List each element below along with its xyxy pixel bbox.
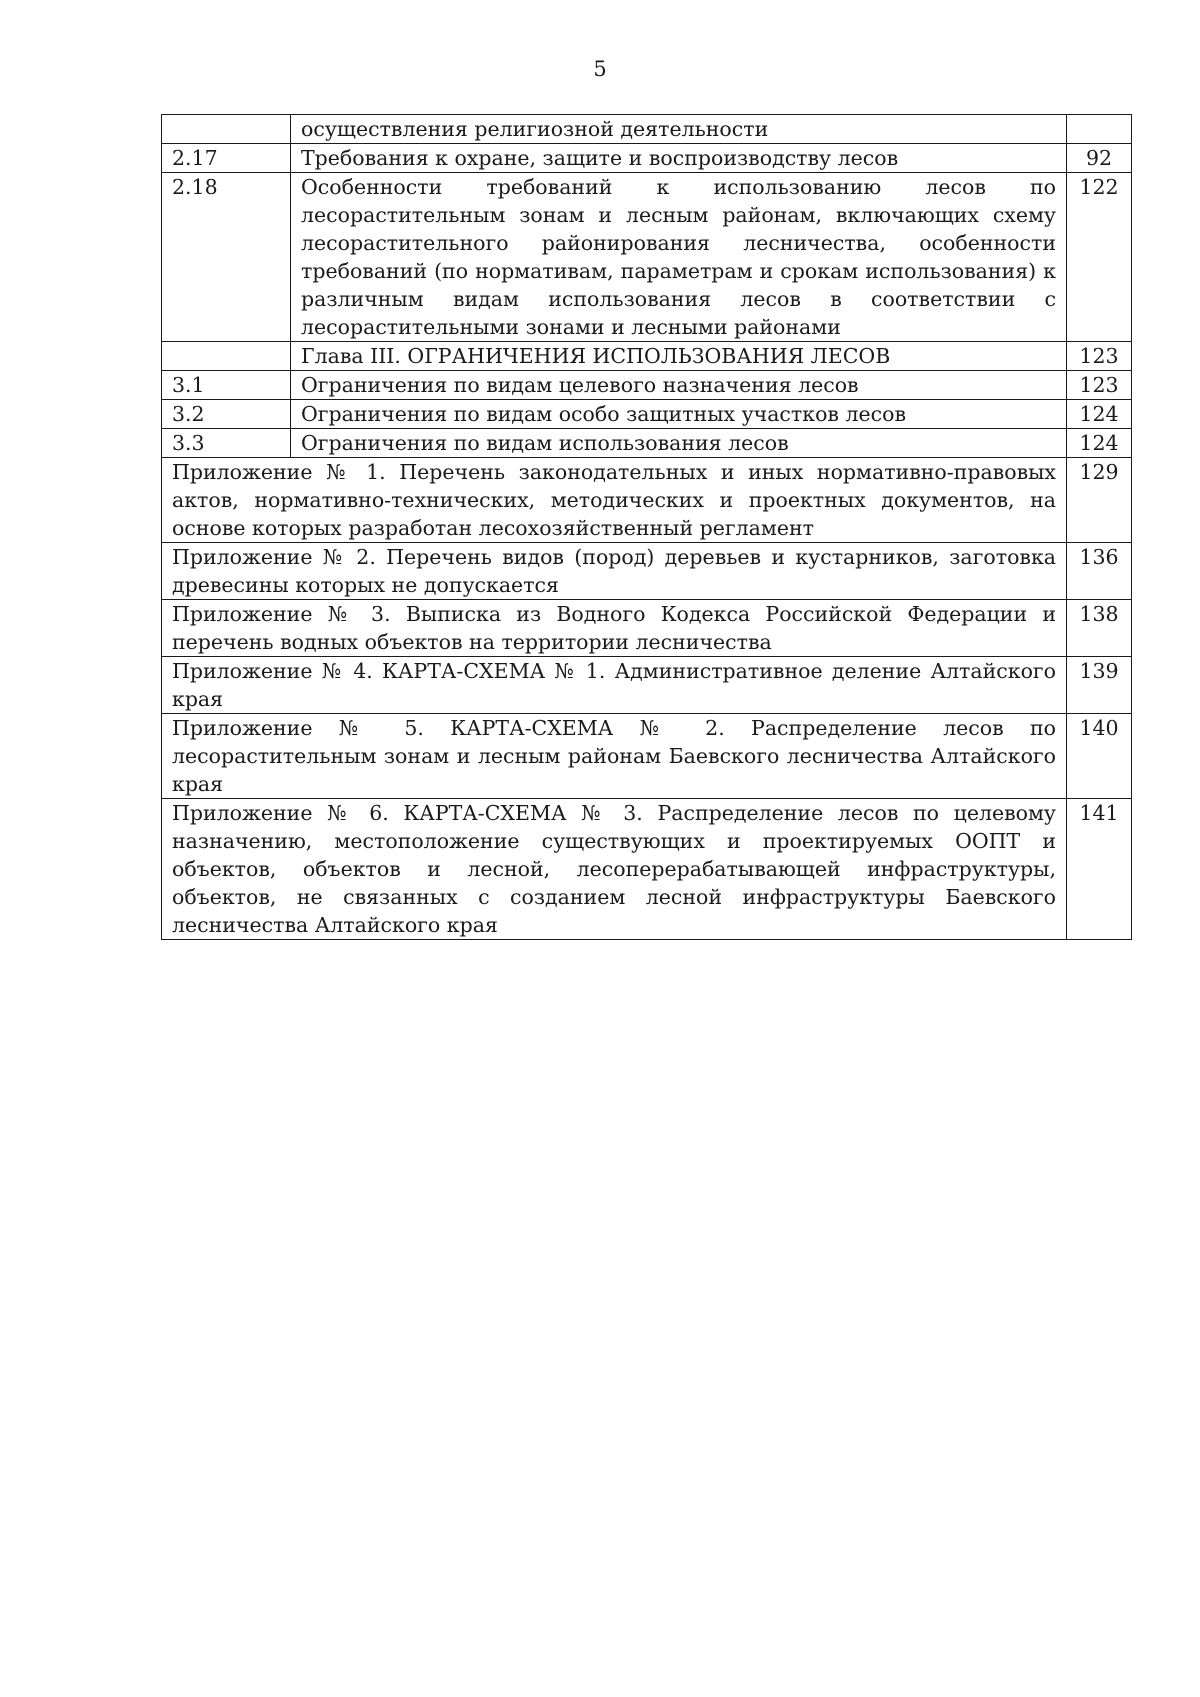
appendix-title: Приложение № 5. КАРТА-СХЕМА № 2. Распределение лесов по лесорастительным зонам и лесным районам Баевского лесничества Алтайского края: [162, 714, 1067, 799]
section-title: Требования к охране, защите и воспроизводству лесов: [291, 144, 1067, 173]
table-row: [162, 371, 1132, 400]
appendix-title: Приложение № 4. КАРТА-СХЕМА № 1. Административное деление Алтайского края: [162, 657, 1067, 714]
section-title: Ограничения по видам особо защитных участков лесов: [291, 400, 1067, 429]
appendix-title: Приложение № 3. Выписка из Водного Кодекса Российской Федерации и перечень водных объектов на территории лесничества: [162, 600, 1067, 657]
section-number: 2.18: [162, 173, 291, 342]
table-row: [162, 714, 1132, 799]
appendix-title: Приложение № 6. КАРТА-СХЕМА № 3. Распределение лесов по целевому назначению, местоположение существующих и проектируемых ООПТ и объектов, объектов и лесной, лесоперерабатывающей инфраструктуры, объектов, не связанных с созданием лесной инфраструктуры Баевского лесничества Алтайского края: [162, 799, 1067, 940]
table-of-contents: [161, 114, 1132, 940]
table-row: [162, 400, 1132, 429]
section-number: 3.3: [162, 429, 291, 458]
section-number: 3.2: [162, 400, 291, 429]
section-page: [1067, 115, 1132, 144]
section-title: осуществления религиозной деятельности: [291, 115, 1067, 144]
section-page: 122: [1067, 173, 1132, 342]
appendix-title: Приложение № 2. Перечень видов (пород) деревьев и кустарников, заготовка древесины которых не допускается: [162, 543, 1067, 600]
chapter-title: Глава III. ОГРАНИЧЕНИЯ ИСПОЛЬЗОВАНИЯ ЛЕСОВ: [291, 342, 1067, 371]
appendix-page: 139: [1067, 657, 1132, 714]
table-row: [162, 144, 1132, 173]
appendix-page: 140: [1067, 714, 1132, 799]
section-page: 124: [1067, 429, 1132, 458]
appendix-title: Приложение № 1. Перечень законодательных и иных нормативно-правовых актов, нормативно-технических, методических и проектных документов, на основе которых разработан лесохозяйственный регламент: [162, 458, 1067, 543]
section-page: 124: [1067, 400, 1132, 429]
appendix-page: 138: [1067, 600, 1132, 657]
appendix-page: 129: [1067, 458, 1132, 543]
section-title: Ограничения по видам целевого назначения лесов: [291, 371, 1067, 400]
section-title: Особенности требований к использованию лесов по лесорастительным зонам и лесным районам, включающих схему лесорастительного районирования лесничества, особенности требований (по нормативам, параметрам и срокам использования) к различным видам использования лесов в соответствии с лесорастительными зонами и лесными районами: [291, 173, 1067, 342]
table-row: [162, 657, 1132, 714]
section-page: 123: [1067, 371, 1132, 400]
table-row: [162, 543, 1132, 600]
appendix-page: 136: [1067, 543, 1132, 600]
table-row: [162, 429, 1132, 458]
section-number: [162, 115, 291, 144]
table-row: [162, 458, 1132, 543]
table-row: [162, 342, 1132, 371]
page-number: 5: [593, 57, 607, 81]
section-number: 3.1: [162, 371, 291, 400]
section-page: 123: [1067, 342, 1132, 371]
section-page: 92: [1067, 144, 1132, 173]
section-number: [162, 342, 291, 371]
table-row: [162, 115, 1132, 144]
table-row: [162, 600, 1132, 657]
section-number: 2.17: [162, 144, 291, 173]
table-row: [162, 799, 1132, 940]
section-title: Ограничения по видам использования лесов: [291, 429, 1067, 458]
appendix-page: 141: [1067, 799, 1132, 940]
table-row: [162, 173, 1132, 342]
